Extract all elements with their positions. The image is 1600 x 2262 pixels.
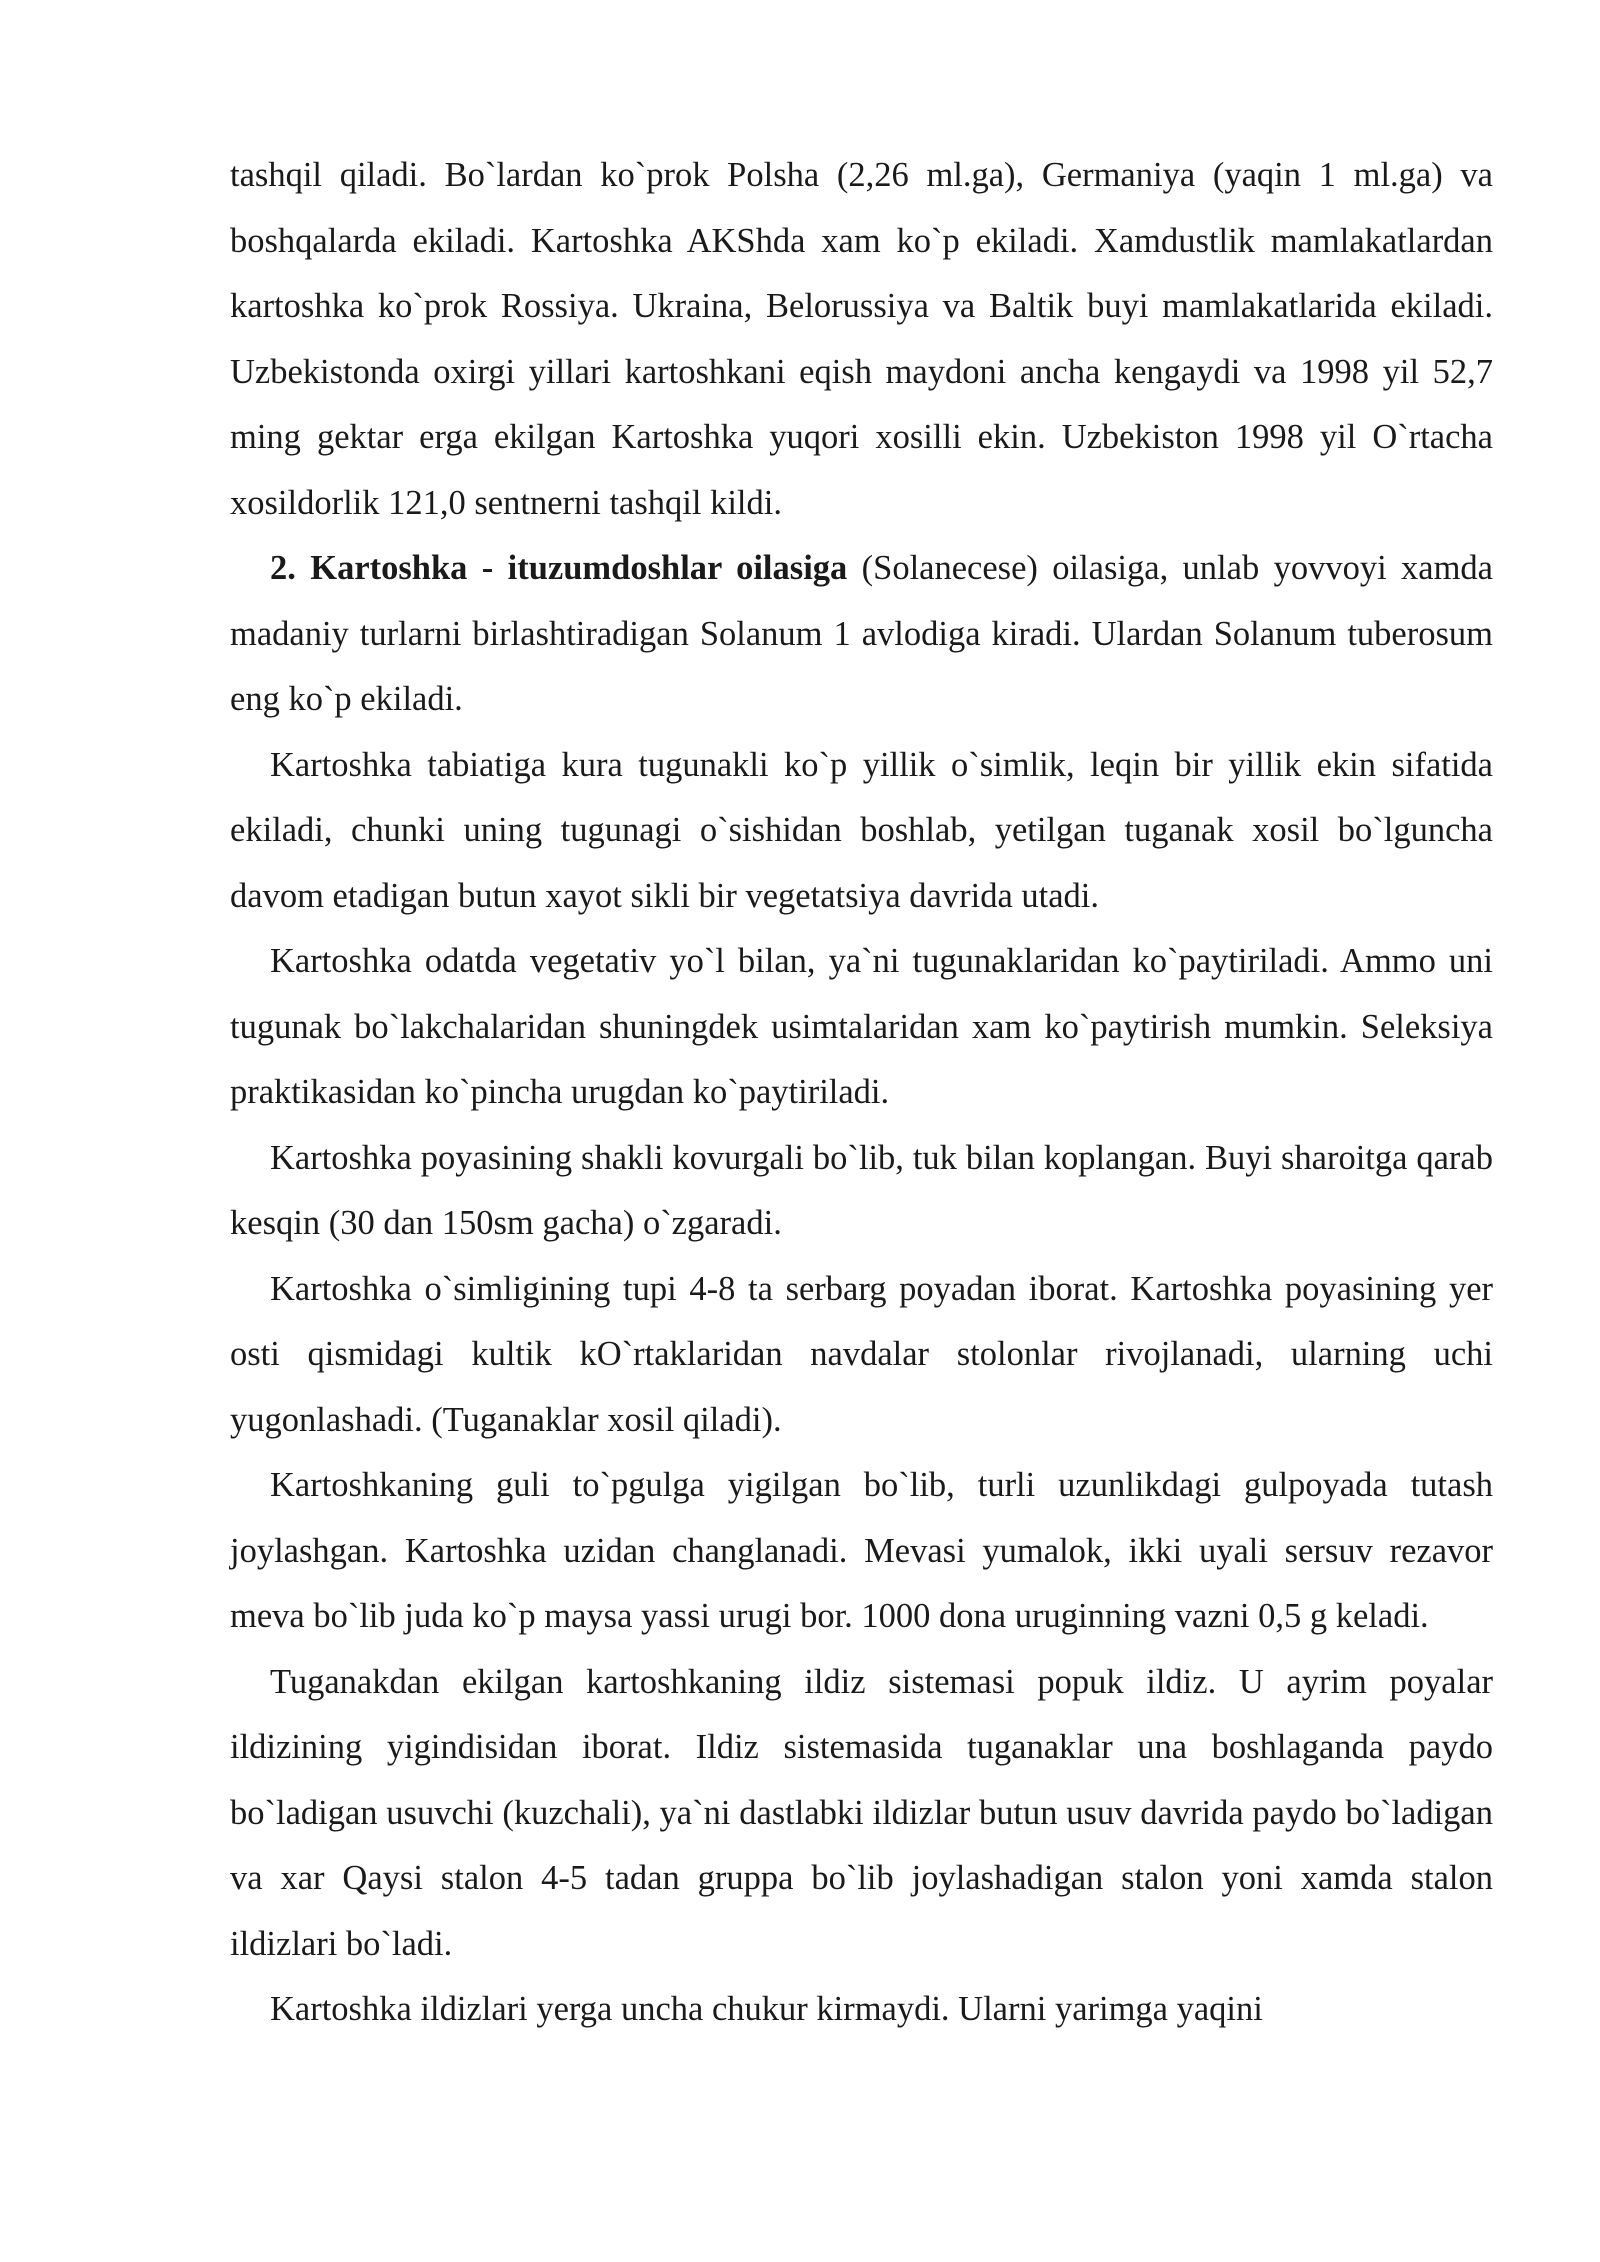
paragraph-text: (Solanecese) oilasiga, unlab yovvoyi xamda madaniy turlarni birlashtiradigan Solanum 1 avlodiga kiradi. Ulardan Solanum tuberosum eng ko`p ekiladi.	[230, 549, 1493, 718]
paragraph-text: Kartoshka poyasining shakli kovurgali bo`lib, tuk bilan koplangan. Buyi sharoitga qarab kesqin (30 dan 150sm gacha) o`zgaradi.	[230, 1138, 1493, 1242]
paragraph	[230, 1126, 1493, 1257]
paragraph-text: tashqil qiladi. Bo`lardan ko`prok Polsha (2,26 ml.ga), Germaniya (yaqin 1 ml.ga) va boshqalarda ekiladi. Kartoshka AKShda xam ko`p ekiladi. Xamdustlik mamlakatlardan kartoshka ko`prok Rossiya. Ukraina, Belorussiya va Baltik buyi mamlakatlarida ekiladi. Uzbekistonda oxirgi yillari kartoshkani eqish maydoni ancha kengaydi va 1998 yil 52,7 ming gektar erga ekilgan Kartoshka yuqori xosilli ekin. Uzbekiston 1998 yil O`rtacha xosildorlik 121,0 sentnerni tashqil kildi.	[230, 156, 1493, 522]
paragraph	[230, 1453, 1493, 1650]
document-body	[230, 143, 1493, 2043]
paragraph-text: Kartoshka o`simligining tupi 4-8 ta serbarg poyadan iborat. Kartoshka poyasining yer osti qismidagi kultik kO`rtaklaridan navdalar stolonlar rivojlanadi, ularning uchi yugonlashadi. (Tuganaklar xosil qiladi).	[230, 1269, 1493, 1439]
section-heading-paragraph	[230, 536, 1493, 733]
paragraph-text: Kartoshka odatda vegetativ yo`l bilan, ya`ni tugunaklaridan ko`paytiriladi. Ammo uni tugunak bo`lakchalaridan shuningdek usimtalaridan xam ko`paytirish mumkin. Seleksiya praktikasidan ko`pincha urugdan ko`paytiriladi.	[230, 942, 1493, 1111]
paragraph	[230, 733, 1493, 930]
paragraph-text: Kartoshka ildizlari yerga uncha chukur kirmaydi. Ularni yarimga yaqini	[270, 1990, 1263, 2028]
section-heading: 2. Kartoshka - ituzumdoshlar oilasiga	[270, 549, 848, 587]
paragraph	[230, 929, 1493, 1126]
paragraph-text: Tuganakdan ekilgan kartoshkaning ildiz sistemasi popuk ildiz. U ayrim poyalar ildizining yigindisidan iborat. Ildiz sistemasida tuganaklar una boshlaganda paydo bo`ladigan usuvchi (kuzchali), ya`ni dastlabki ildizlar butun usuv davrida paydo bo`ladigan va xar Qaysi stalon 4-5 tadan gruppa bo`lib joylashadigan stalon yoni xamda stalon ildizlari bo`ladi.	[230, 1662, 1493, 1963]
paragraph	[230, 1977, 1493, 2043]
paragraph	[230, 143, 1493, 536]
paragraph	[230, 1650, 1493, 1978]
paragraph-text: Kartoshkaning guli to`pgulga yigilgan bo`lib, turli uzunlikdagi gulpoyada tutash joylashgan. Kartoshka uzidan changlanadi. Mevasi yumalok, ikki uyali sersuv rezavor meva bo`lib juda ko`p maysa yassi urugi bor. 1000 dona uruginning vazni 0,5 g keladi.	[230, 1466, 1493, 1635]
paragraph	[230, 1257, 1493, 1454]
paragraph-text: Kartoshka tabiatiga kura tugunakli ko`p yillik o`simlik, leqin bir yillik ekin sifatida ekiladi, chunki uning tugunagi o`sishidan boshlab, yetilgan tuganak xosil bo`lguncha davom etadigan butun xayot sikli bir vegetatsiya davrida utadi.	[230, 745, 1493, 915]
